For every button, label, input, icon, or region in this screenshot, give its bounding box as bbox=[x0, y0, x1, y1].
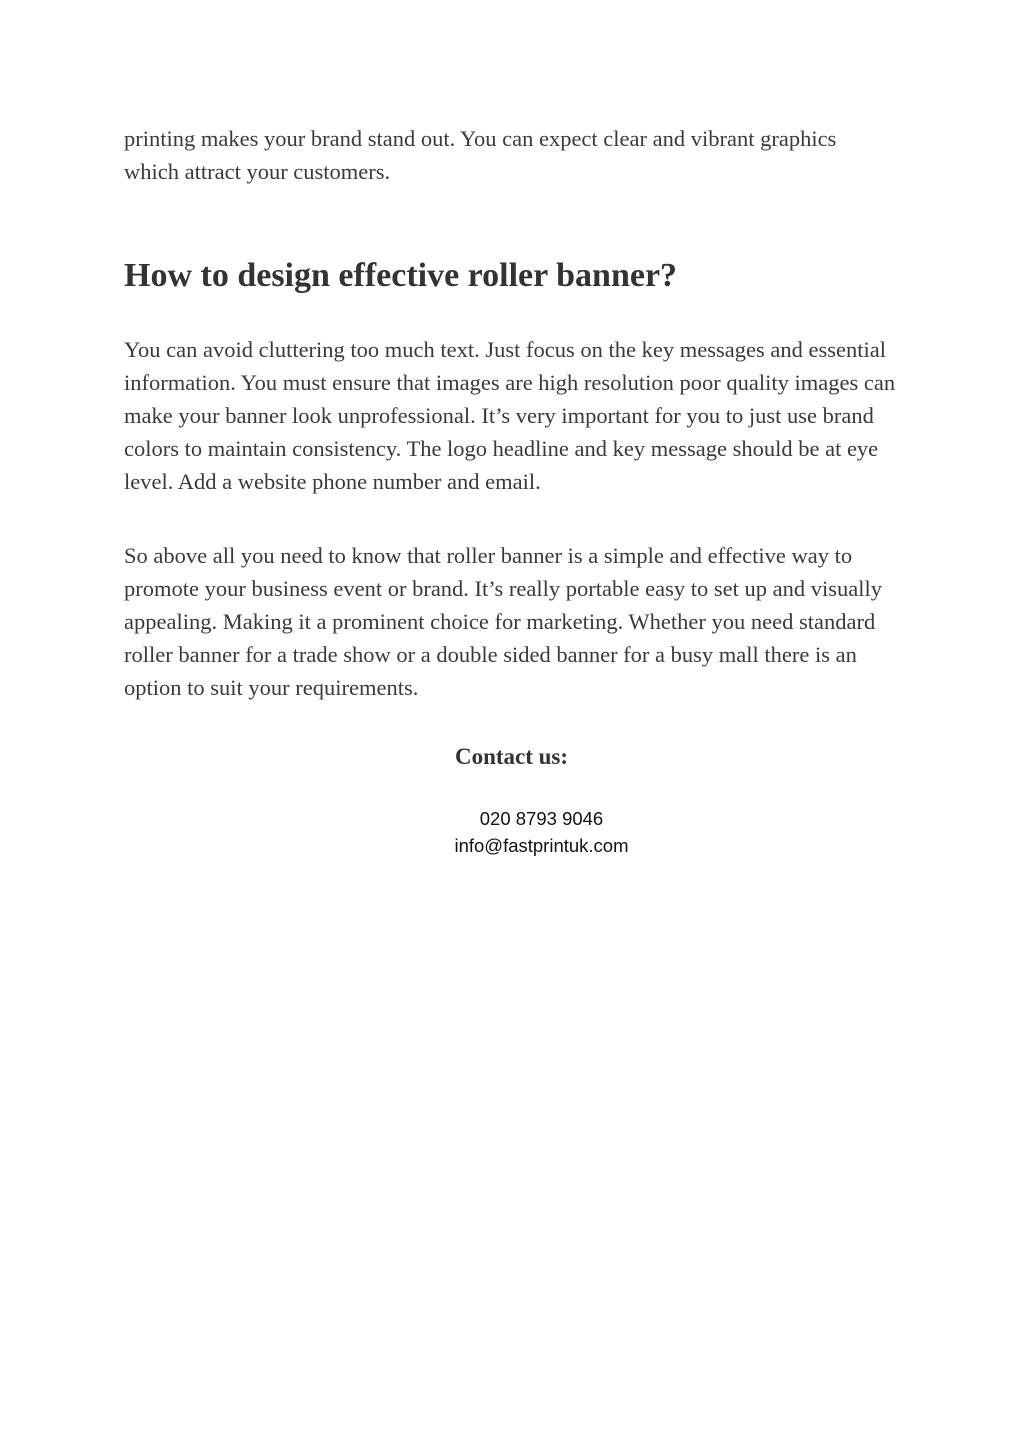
contact-section bbox=[124, 742, 899, 859]
document-content bbox=[124, 122, 904, 859]
contact-details bbox=[124, 805, 899, 859]
summary-paragraph: So above all you need to know that roller banner is a simple and effective way to promote your business event or brand. It’s really portable easy to set up and visually appealing. Making it a prominent choice for marketing. Whether you need standard roller banner for a trade show or a double sided banner for a busy mall there is an option to suit your requirements. bbox=[124, 543, 882, 700]
contact-phone: 020 8793 9046 bbox=[479, 808, 604, 829]
section-heading: How to design effective roller banner? bbox=[124, 257, 678, 294]
contact-heading: Contact us: bbox=[454, 744, 569, 769]
design-tips-paragraph: You can avoid cluttering too much text. Just focus on the key messages and essential information. You must ensure that images are high resolution poor quality images can make your banner look unprofessional. It’s very important for you to just use brand colors to maintain consistency. The logo headline and key message should be at eye level. Add a website phone number and email. bbox=[124, 337, 896, 494]
intro-paragraph: printing makes your brand stand out. You can expect clear and vibrant graphics which attract your customers. bbox=[124, 126, 837, 184]
contact-email: info@fastprintuk.com bbox=[454, 835, 629, 856]
